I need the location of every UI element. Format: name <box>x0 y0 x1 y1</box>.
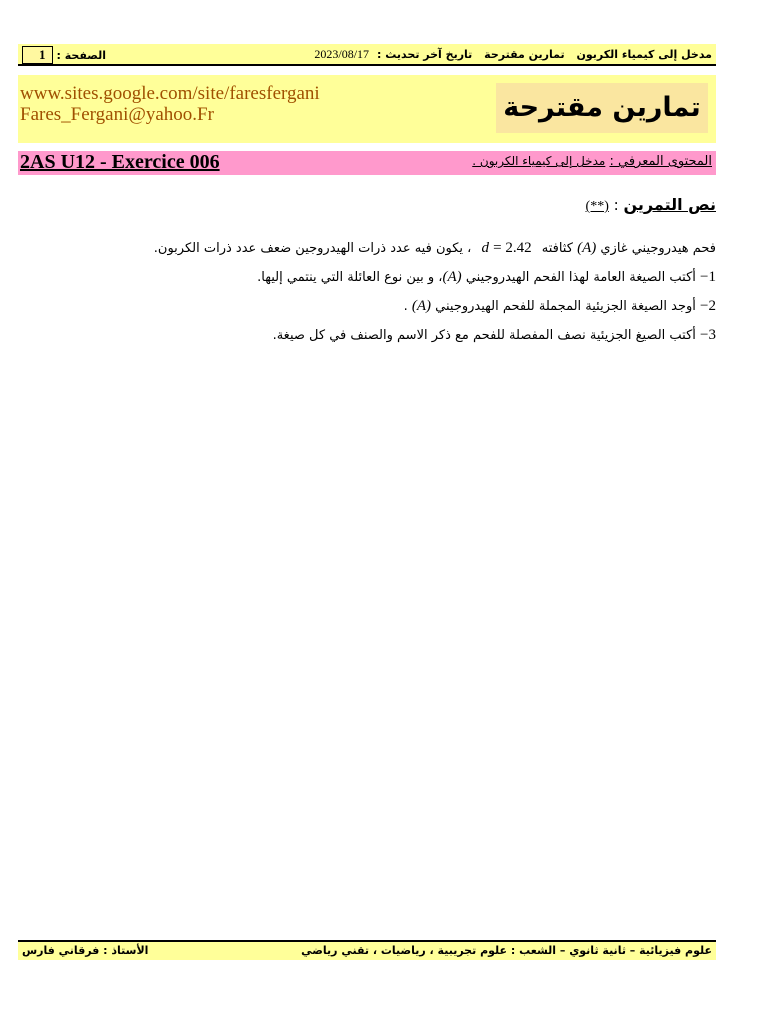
exercise-info-bar <box>18 151 716 175</box>
header <box>18 75 716 143</box>
difficulty-rating: (**) <box>585 199 609 214</box>
exercise-heading-text: نص التمرين <box>623 195 716 214</box>
question-text: أكتب الصيغ الجزيئية نصف المفصلة للفحم مع ذكر الاسم والصنف في كل صيغة. <box>272 328 696 343</box>
contact-links <box>20 83 320 125</box>
footer-subject: علوم فيزيائية – ثانية ثانوي – الشعب : علوم تجريبية ، رياضيات ، تقني رياضي <box>301 944 712 957</box>
statement-part1: فحم هيدروجيني غازي <box>600 241 716 256</box>
content-value: مدخل إلى كيمياء الكربون . <box>472 154 606 168</box>
statement-part3: ، يكون فيه عدد ذرات الهيدروجين ضعف عدد ذرات الكربون. <box>153 241 472 256</box>
content-field <box>472 154 712 169</box>
top-bar-info <box>314 47 712 62</box>
question-text-end: ، و بين نوع العائلة التي ينتمي إليها. <box>257 270 443 285</box>
content-label: المحتوى المعرفي : <box>609 154 712 169</box>
page-label: الصفحة : <box>56 48 106 62</box>
page-indicator <box>22 46 106 64</box>
email-link[interactable]: Fares_Fergani@yahoo.Fr <box>20 104 214 125</box>
exercise-code: 2AS U12 - Exercice 006 <box>20 151 220 173</box>
exercise-statement <box>76 234 716 263</box>
question-number: 2− <box>700 298 716 314</box>
page-title: تمارين مقترحة <box>496 83 708 133</box>
density-variable: d <box>481 240 489 256</box>
density-value: = 2.42 <box>493 240 532 256</box>
unit-title: مدخل إلى كيمياء الكربون <box>576 48 712 61</box>
question-item <box>76 321 716 350</box>
question-text: أكتب الصيغة العامة لهذا الفحم الهيدروجيني <box>465 270 696 285</box>
exercise-heading <box>586 195 716 215</box>
website-link[interactable]: www.sites.google.com/site/faresfergani <box>20 83 320 104</box>
question-item <box>76 263 716 292</box>
footer-teacher: الأستاذ : فرقاني فارس <box>22 944 149 957</box>
section-name: تمارين مقترحة <box>484 48 565 61</box>
compound-variable: (A) <box>442 269 462 285</box>
statement-part2: كثافته <box>541 241 573 256</box>
compound-variable: (A) <box>411 298 432 314</box>
question-number: 1− <box>700 269 716 285</box>
exercise-body <box>76 234 716 350</box>
question-number: 3− <box>700 327 716 343</box>
question-text-end: . <box>403 299 408 314</box>
top-info-bar <box>18 44 716 66</box>
update-label: تاريخ آخر تحديث : <box>377 48 473 61</box>
heading-colon: : <box>613 196 619 214</box>
update-date: 2023/08/17 <box>314 47 370 61</box>
compound-variable: (A) <box>577 240 597 256</box>
footer-bar <box>18 940 716 960</box>
question-text: أوجد الصيغة الجزيئية المجملة للفحم الهيدروجيني <box>435 299 696 314</box>
question-item <box>76 292 716 321</box>
page-number: 1 <box>22 46 53 64</box>
